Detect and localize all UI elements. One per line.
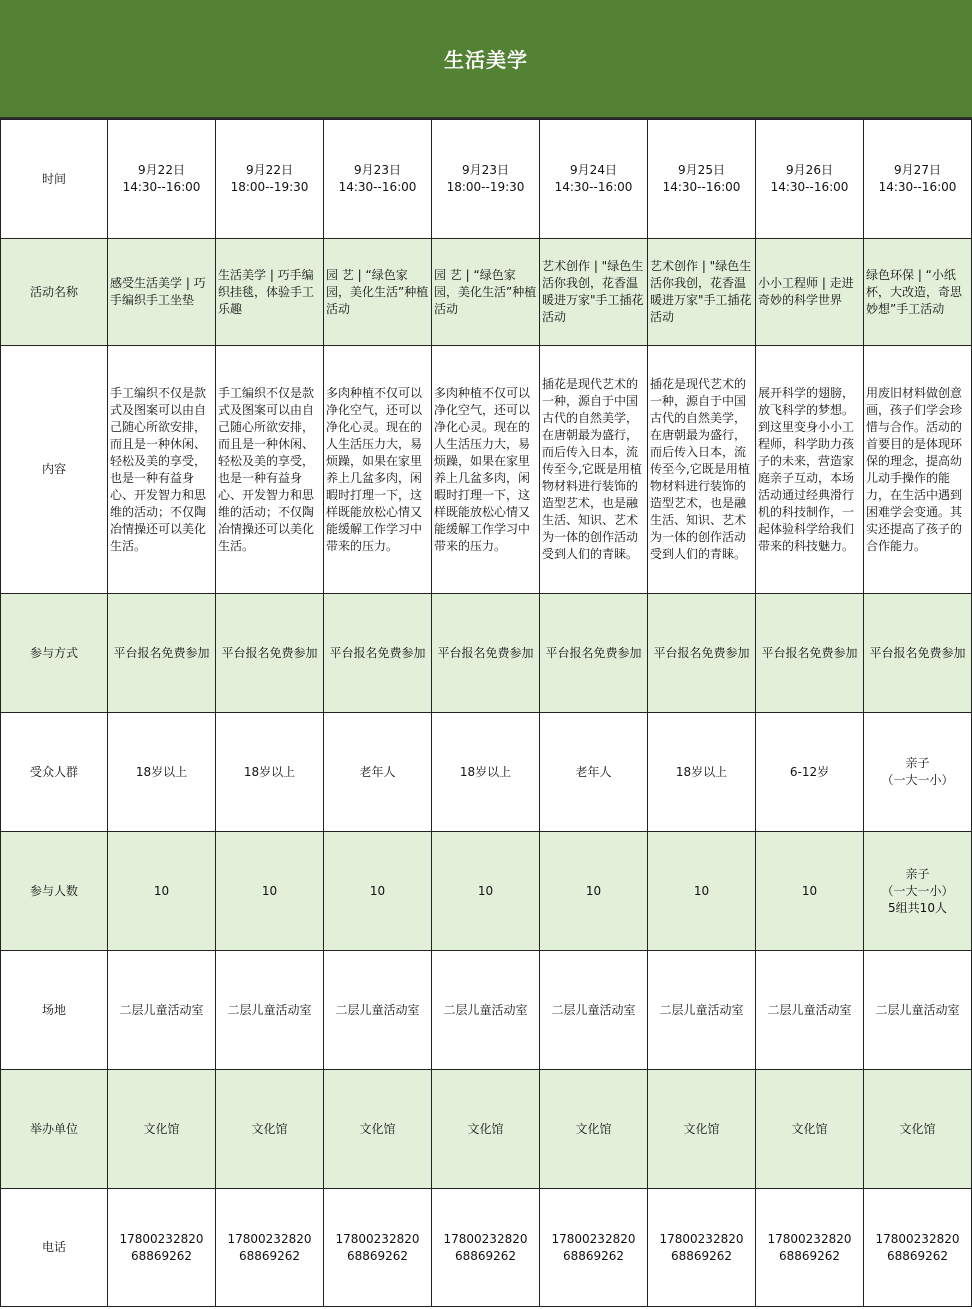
cell-venue: 二层儿童活动室 (216, 951, 324, 1070)
row-label-audience: 受众人群 (1, 713, 108, 832)
cell-participation-method: 平台报名免费参加 (540, 594, 648, 713)
row-phone (1, 1189, 972, 1307)
cell-audience: 老年人 (324, 713, 432, 832)
cell-participant-count: 亲子 （一大一小） 5组共10人 (864, 832, 972, 951)
row-label-participant-count: 参与人数 (1, 832, 108, 951)
cell-phone: 17800232820 68869262 (756, 1189, 864, 1307)
cell-organizer: 文化馆 (864, 1070, 972, 1189)
row-label-time: 时间 (1, 120, 108, 239)
cell-participant-count: 10 (648, 832, 756, 951)
cell-participation-method: 平台报名免费参加 (864, 594, 972, 713)
cell-content: 手工编织不仅是款式及图案可以由自己随心所欲安排，而且是一种休闲、轻松及美的享受，也是一种有益身心、开发智力和思维的活动；不仅陶冶情操还可以美化生活。 (108, 346, 216, 594)
cell-phone: 17800232820 68869262 (216, 1189, 324, 1307)
cell-phone: 17800232820 68869262 (540, 1189, 648, 1307)
cell-content: 插花是现代艺术的一种，源自于中国古代的自然美学，在唐朝最为盛行，而后传入日本，流传至今,它既是用植物材料进行装饰的造型艺术，也是融生活、知识、艺术为一体的创作活动受到人们的青睐。 (540, 346, 648, 594)
cell-participation-method: 平台报名免费参加 (108, 594, 216, 713)
cell-participation-method: 平台报名免费参加 (324, 594, 432, 713)
cell-venue: 二层儿童活动室 (432, 951, 540, 1070)
cell-organizer: 文化馆 (540, 1070, 648, 1189)
cell-venue: 二层儿童活动室 (648, 951, 756, 1070)
cell-content: 展开科学的翅膀，放飞科学的梦想。到这里变身小小工程师，科学助力孩子的未来，营造家庭亲子互动，本场活动通过经典滑行机的科技制作，一起体验科学给我们带来的科技魅力。 (756, 346, 864, 594)
cell-time: 9月25日 14:30--16:00 (648, 120, 756, 239)
cell-venue: 二层儿童活动室 (324, 951, 432, 1070)
cell-audience: 18岁以上 (432, 713, 540, 832)
cell-participation-method: 平台报名免费参加 (216, 594, 324, 713)
cell-organizer: 文化馆 (324, 1070, 432, 1189)
cell-phone: 17800232820 68869262 (108, 1189, 216, 1307)
cell-audience: 18岁以上 (108, 713, 216, 832)
cell-content: 插花是现代艺术的一种，源自于中国古代的自然美学，在唐朝最为盛行，而后传入日本，流传至今,它既是用植物材料进行装饰的造型艺术，也是融生活、知识、艺术为一体的创作活动受到人们的青睐。 (648, 346, 756, 594)
cell-participant-count: 10 (216, 832, 324, 951)
cell-content: 多肉种植不仅可以净化空气，还可以净化心灵。现在的人生活压力大，易烦躁，如果在家里养上几盆多肉，闲暇时打理一下，这样既能放松心情又能缓解工作学习中带来的压力。 (432, 346, 540, 594)
row-label-organizer: 举办单位 (1, 1070, 108, 1189)
cell-audience: 亲子 （一大一小） (864, 713, 972, 832)
cell-participant-count: 10 (432, 832, 540, 951)
cell-organizer: 文化馆 (432, 1070, 540, 1189)
row-activity-name (1, 239, 972, 346)
cell-audience: 老年人 (540, 713, 648, 832)
cell-organizer: 文化馆 (756, 1070, 864, 1189)
row-audience (1, 713, 972, 832)
cell-venue: 二层儿童活动室 (756, 951, 864, 1070)
cell-participant-count: 10 (108, 832, 216, 951)
cell-content: 多肉种植不仅可以净化空气，还可以净化心灵。现在的人生活压力大，易烦躁，如果在家里养上几盆多肉，闲暇时打理一下，这样既能放松心情又能缓解工作学习中带来的压力。 (324, 346, 432, 594)
cell-venue: 二层儿童活动室 (540, 951, 648, 1070)
page-title: 生活美学 (444, 48, 528, 72)
cell-audience: 18岁以上 (648, 713, 756, 832)
row-participation-method (1, 594, 972, 713)
cell-time: 9月23日 18:00--19:30 (432, 120, 540, 239)
cell-participation-method: 平台报名免费参加 (432, 594, 540, 713)
cell-audience: 6-12岁 (756, 713, 864, 832)
cell-activity-name: 艺术创作 | "绿色生活你我创，花香温暖进万家"手工插花活动 (540, 239, 648, 346)
cell-time: 9月24日 14:30--16:00 (540, 120, 648, 239)
cell-time: 9月22日 14:30--16:00 (108, 120, 216, 239)
cell-phone: 17800232820 68869262 (432, 1189, 540, 1307)
cell-participant-count: 10 (756, 832, 864, 951)
schedule-table (0, 119, 972, 1307)
cell-venue: 二层儿童活动室 (108, 951, 216, 1070)
cell-organizer: 文化馆 (648, 1070, 756, 1189)
cell-phone: 17800232820 68869262 (324, 1189, 432, 1307)
cell-activity-name: 园 艺 | “绿色家园，美化生活”种植活动 (432, 239, 540, 346)
cell-audience: 18岁以上 (216, 713, 324, 832)
cell-participation-method: 平台报名免费参加 (648, 594, 756, 713)
row-time (1, 120, 972, 239)
cell-organizer: 文化馆 (216, 1070, 324, 1189)
cell-time: 9月26日 14:30--16:00 (756, 120, 864, 239)
cell-activity-name: 绿色环保 | “小纸杯，大改造，奇思妙想”手工活动 (864, 239, 972, 346)
row-label-content: 内容 (1, 346, 108, 594)
row-content (1, 346, 972, 594)
row-participant-count (1, 832, 972, 951)
cell-time: 9月27日 14:30--16:00 (864, 120, 972, 239)
cell-participant-count: 10 (540, 832, 648, 951)
cell-organizer: 文化馆 (108, 1070, 216, 1189)
cell-content: 手工编织不仅是款式及图案可以由自己随心所欲安排，而且是一种休闲、轻松及美的享受，也是一种有益身心、开发智力和思维的活动；不仅陶冶情操还可以美化生活。 (216, 346, 324, 594)
cell-activity-name: 园 艺 | “绿色家园，美化生活”种植活动 (324, 239, 432, 346)
cell-phone: 17800232820 68869262 (648, 1189, 756, 1307)
cell-activity-name: 生活美学 | 巧手编织挂毯，体验手工乐趣 (216, 239, 324, 346)
cell-activity-name: 感受生活美学 | 巧手编织手工坐垫 (108, 239, 216, 346)
cell-venue: 二层儿童活动室 (864, 951, 972, 1070)
cell-activity-name: 艺术创作 | "绿色生活你我创，花香温暖进万家"手工插花活动 (648, 239, 756, 346)
title-banner (0, 0, 972, 119)
cell-time: 9月22日 18:00--19:30 (216, 120, 324, 239)
cell-phone: 17800232820 68869262 (864, 1189, 972, 1307)
row-label-phone: 电话 (1, 1189, 108, 1307)
cell-participation-method: 平台报名免费参加 (756, 594, 864, 713)
cell-participant-count: 10 (324, 832, 432, 951)
cell-content: 用废旧材料做创意画，孩子们学会珍惜与合作。活动的首要目的是体现环保的理念，提高幼儿动手操作的能力，在生活中遇到困难学会变通。其实还提高了孩子的合作能力。 (864, 346, 972, 594)
row-label-venue: 场地 (1, 951, 108, 1070)
cell-activity-name: 小小工程师 | 走进奇妙的科学世界 (756, 239, 864, 346)
row-organizer (1, 1070, 972, 1189)
row-label-participation-method: 参与方式 (1, 594, 108, 713)
row-label-activity-name: 活动名称 (1, 239, 108, 346)
row-venue (1, 951, 972, 1070)
cell-time: 9月23日 14:30--16:00 (324, 120, 432, 239)
